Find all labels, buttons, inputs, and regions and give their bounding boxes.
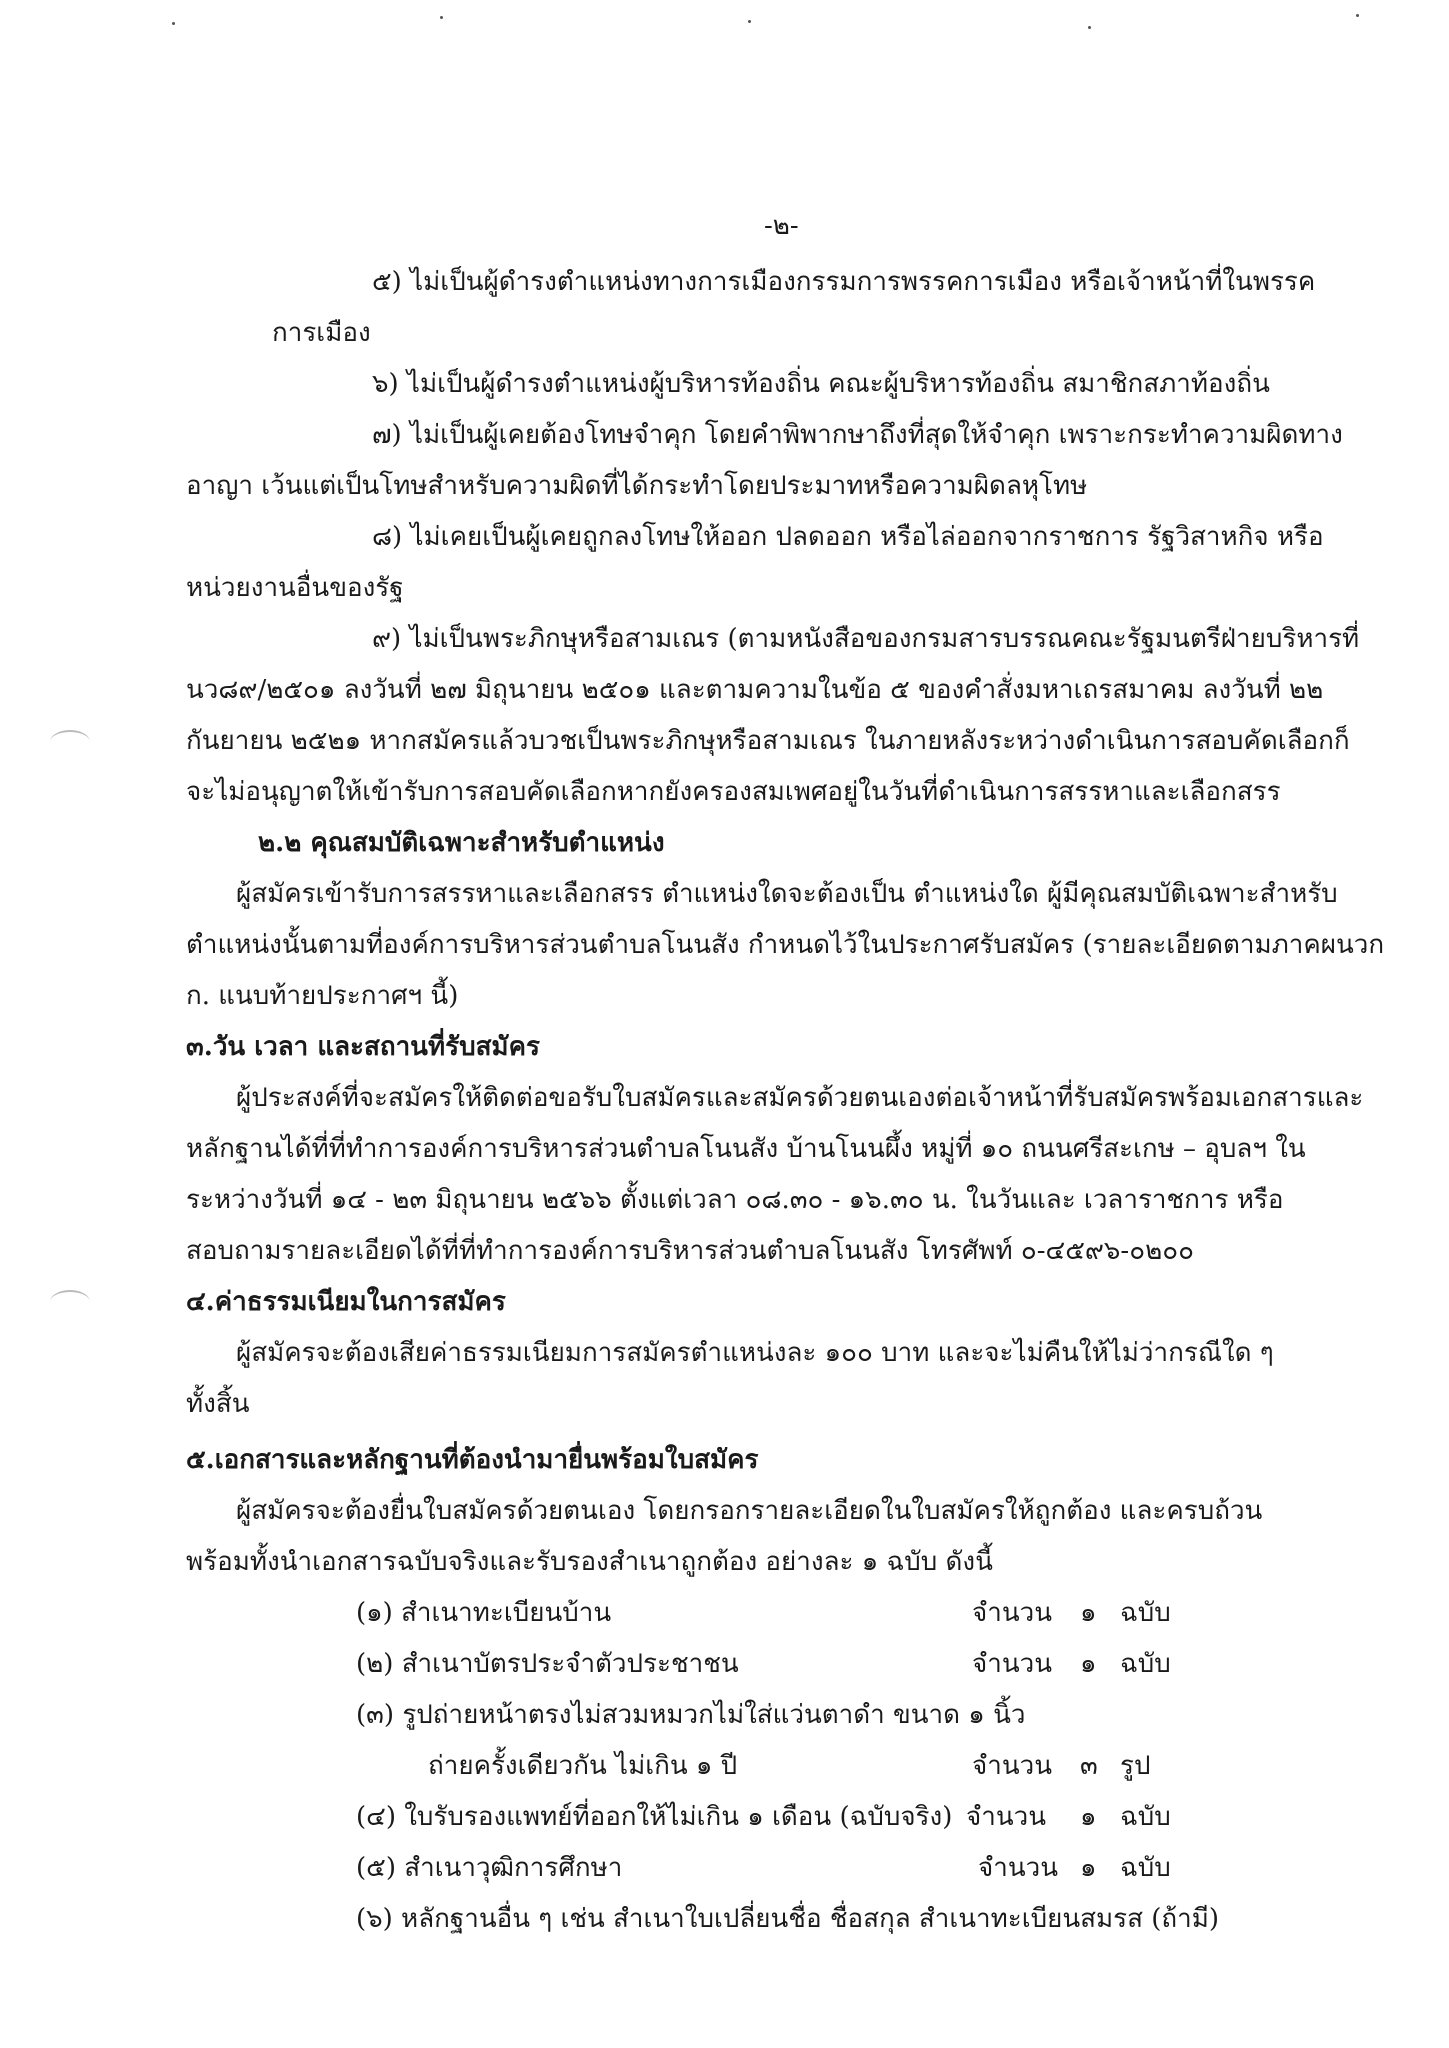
section-5-heading: ๕.เอกสารและหลักฐานที่ต้องนำมายื่นพร้อมใบสมัคร xyxy=(186,1445,759,1475)
document-item-name: (๔) ใบรับรองแพทย์ที่ออกให้ไม่เกิน ๑ เดือน (ฉบับจริง) xyxy=(356,1802,953,1832)
document-item-amount-label: จำนวน xyxy=(978,1853,1058,1883)
section-2-2-heading: ๒.๒ คุณสมบัติเฉพาะสำหรับตำแหน่ง xyxy=(258,828,665,858)
document-item-amount-label: จำนวน xyxy=(966,1802,1046,1832)
document-item-qty: ๑ xyxy=(1080,1853,1097,1883)
scan-speck xyxy=(1356,14,1359,17)
document-item-amount-label: จำนวน xyxy=(972,1751,1052,1781)
qualification-9-line-4: จะไม่อนุญาตให้เข้ารับการสอบคัดเลือกหากยังครองสมเพศอยู่ในวันที่ดำเนินการสรรหาและเลือกสรร xyxy=(186,777,1281,807)
document-item-amount-label: จำนวน xyxy=(972,1649,1052,1679)
qualification-9-line-2: นว๘๙/๒๕๐๑ ลงวันที่ ๒๗ มิถุนายน ๒๕๐๑ และตามความในข้อ ๕ ของคำสั่งมหาเถรสมาคม ลงวันที่ ๒๒ xyxy=(186,675,1324,705)
document-item-name: (๖) หลักฐานอื่น ๆ เช่น สำเนาใบเปลี่ยนชื่อ ชื่อสกุล สำเนาทะเบียนสมรส (ถ้ามี) xyxy=(356,1904,1220,1934)
qualification-8-line-2: หน่วยงานอื่นของรัฐ xyxy=(186,573,404,603)
document-item-name: (๕) สำเนาวุฒิการศึกษา xyxy=(356,1853,623,1883)
document-item-qty: ๑ xyxy=(1080,1598,1097,1628)
section-5-line-2: พร้อมทั้งนำเอกสารฉบับจริงและรับรองสำเนาถูกต้อง อย่างละ ๑ ฉบับ ดังนี้ xyxy=(186,1547,993,1577)
section-5-line-1: ผู้สมัครจะต้องยื่นใบสมัครด้วยตนเอง โดยกรอกรายละเอียดในใบสมัครให้ถูกต้อง และครบถ้วน xyxy=(236,1496,1263,1526)
document-item-name: (๓) รูปถ่ายหน้าตรงไม่สวมหมวกไม่ใส่แว่นตาดำ ขนาด ๑ นิ้ว xyxy=(356,1700,1026,1730)
document-item-name: (๑) สำเนาทะเบียนบ้าน xyxy=(356,1598,612,1628)
section-2-2-line-3: ก. แนบท้ายประกาศฯ นี้) xyxy=(186,981,459,1011)
document-item-unit: ฉบับ xyxy=(1120,1598,1171,1628)
document-item-unit: ฉบับ xyxy=(1120,1802,1171,1832)
section-3-line-4: สอบถามรายละเอียดได้ที่ที่ทำการองค์การบริหารส่วนตำบลโนนสัง โทรศัพท์ ๐-๔๕๙๖-๐๒๐๐ xyxy=(186,1236,1194,1266)
section-4-line-2: ทั้งสิ้น xyxy=(186,1389,250,1419)
document-item-qty: ๓ xyxy=(1080,1751,1098,1781)
scan-speck xyxy=(440,16,443,19)
qualification-7-line-2: อาญา เว้นแต่เป็นโทษสำหรับความผิดที่ได้กระทำโดยประมาทหรือความผิดลหุโทษ xyxy=(186,471,1088,501)
document-item-unit: รูป xyxy=(1120,1751,1151,1781)
scan-speck xyxy=(748,20,751,23)
page-number: -๒- xyxy=(764,211,799,241)
punch-hole-mark xyxy=(50,1290,90,1314)
document-item-qty: ๑ xyxy=(1080,1649,1097,1679)
scan-speck xyxy=(172,22,175,25)
qualification-9-line-3: กันยายน ๒๕๒๑ หากสมัครแล้วบวชเป็นพระภิกษุหรือสามเณร ในภายหลังระหว่างดำเนินการสอบคัดเลือกก็ xyxy=(186,726,1350,756)
document-item-name: ถ่ายครั้งเดียวกัน ไม่เกิน ๑ ปี xyxy=(428,1751,738,1781)
section-3-heading: ๓.วัน เวลา และสถานที่รับสมัคร xyxy=(186,1032,540,1062)
qualification-7-line-1: ๗) ไม่เป็นผู้เคยต้องโทษจำคุก โดยคำพิพากษาถึงที่สุดให้จำคุก เพราะกระทำความผิดทาง xyxy=(372,420,1343,450)
document-item-unit: ฉบับ xyxy=(1120,1649,1171,1679)
qualification-6: ๖) ไม่เป็นผู้ดำรงตำแหน่งผู้บริหารท้องถิ่น คณะผู้บริหารท้องถิ่น สมาชิกสภาท้องถิ่น xyxy=(372,369,1270,399)
section-2-2-line-2: ตำแหน่งนั้นตามที่องค์การบริหารส่วนตำบลโนนสัง กำหนดไว้ในประกาศรับสมัคร (รายละเอียดตามภาคผนวก xyxy=(186,930,1385,960)
qualification-8-line-1: ๘) ไม่เคยเป็นผู้เคยถูกลงโทษให้ออก ปลดออก หรือไล่ออกจากราชการ รัฐวิสาหกิจ หรือ xyxy=(372,522,1324,552)
document-item-unit: ฉบับ xyxy=(1120,1853,1171,1883)
section-3-line-1: ผู้ประสงค์ที่จะสมัครให้ติดต่อขอรับใบสมัครและสมัครด้วยตนเองต่อเจ้าหน้าที่รับสมัครพร้อมเอกสารและ xyxy=(236,1083,1364,1113)
document-item-amount-label: จำนวน xyxy=(972,1598,1052,1628)
qualification-5-line-1: ๕) ไม่เป็นผู้ดำรงตำแหน่งทางการเมืองกรรมการพรรคการเมือง หรือเจ้าหน้าที่ในพรรค xyxy=(372,267,1316,297)
section-3-line-3: ระหว่างวันที่ ๑๔ - ๒๓ มิถุนายน ๒๕๖๖ ตั้งแต่เวลา ๐๘.๓๐ - ๑๖.๓๐ น. ในวันและ เวลาราชการ หรือ xyxy=(186,1185,1284,1215)
section-3-line-2: หลักฐานได้ที่ที่ทำการองค์การบริหารส่วนตำบลโนนสัง บ้านโนนผึ้ง หมู่ที่ ๑๐ ถนนศรีสะเกษ – อุบลฯ ใน xyxy=(186,1134,1306,1164)
document-item-qty: ๑ xyxy=(1080,1802,1097,1832)
section-4-heading: ๔.ค่าธรรมเนียมในการสมัคร xyxy=(186,1287,506,1317)
document-item-name: (๒) สำเนาบัตรประจำตัวประชาชน xyxy=(356,1649,739,1679)
scan-speck xyxy=(1088,26,1091,29)
qualification-9-line-1: ๙) ไม่เป็นพระภิกษุหรือสามเณร (ตามหนังสือของกรมสารบรรณคณะรัฐมนตรีฝ่ายบริหารที่ xyxy=(372,624,1360,654)
qualification-5-line-2: การเมือง xyxy=(272,318,371,348)
section-4-line-1: ผู้สมัครจะต้องเสียค่าธรรมเนียมการสมัครตำแหน่งละ ๑๐๐ บาท และจะไม่คืนให้ไม่ว่ากรณีใด ๆ xyxy=(236,1338,1274,1368)
punch-hole-mark xyxy=(50,730,90,754)
section-2-2-line-1: ผู้สมัครเข้ารับการสรรหาและเลือกสรร ตำแหน่งใดจะต้องเป็น ตำแหน่งใด ผู้มีคุณสมบัติเฉพาะสำหรับ xyxy=(236,879,1338,909)
